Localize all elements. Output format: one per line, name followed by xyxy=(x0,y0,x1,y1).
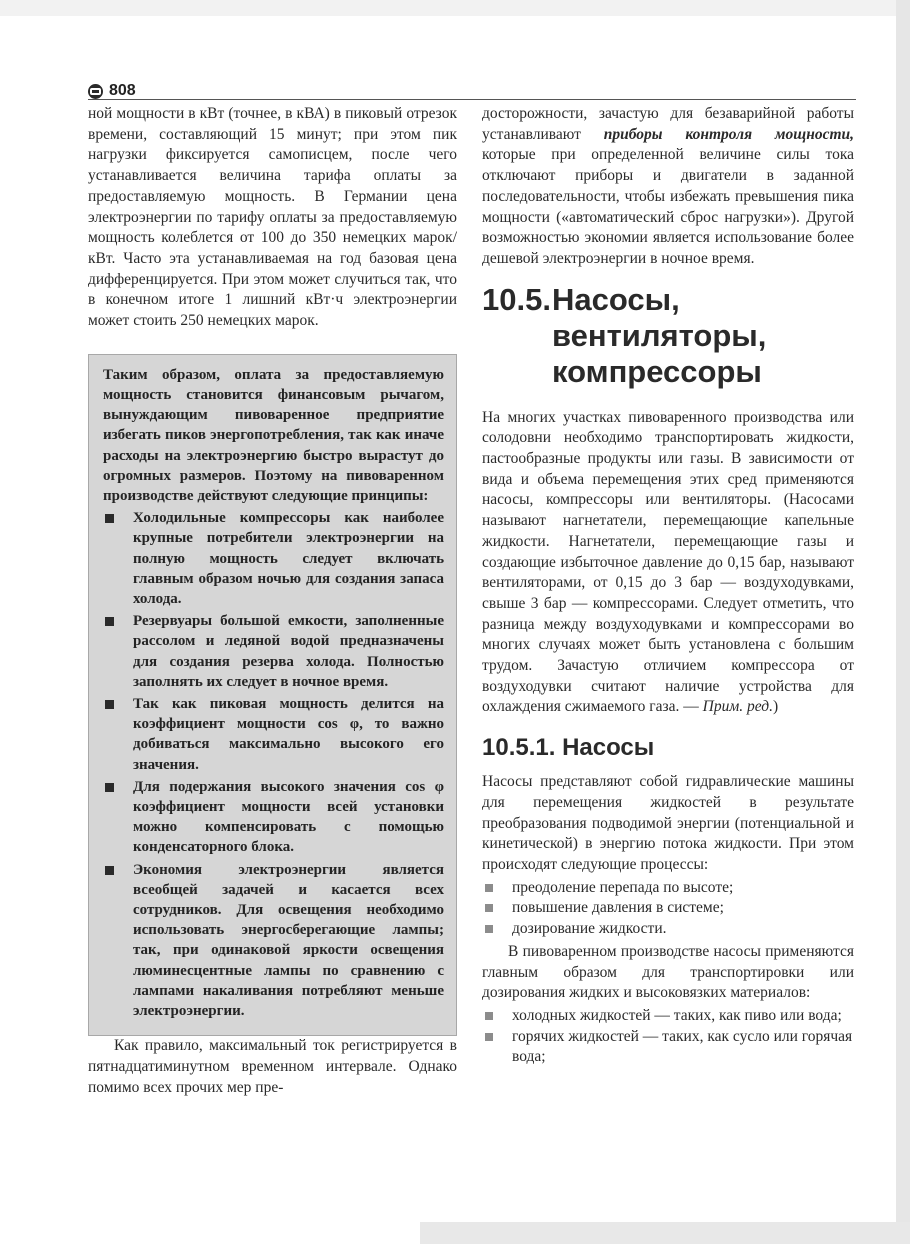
section-title-line: Насосы, xyxy=(552,281,680,317)
list-item: Холодильные компрессоры как наиболее крупные потребители электроэнергии на полную мощность следует включать главным образом ночью для создания запаса холода. xyxy=(103,508,444,609)
list-item: Экономия электроэнергии является всеобщей задачей и касается всех сотрудников. Для освещения необходимо использовать энергосберегающие лампы; так, при одинаковой яркости освещения люминесцентные лампы по сравнению с лампами накаливания потребляют меньше электроэнергии. xyxy=(103,860,444,1022)
section-paragraph xyxy=(482,408,854,719)
process-list xyxy=(482,878,854,940)
list-item: холодных жидкостей — таких, как пиво или вода; xyxy=(482,1006,854,1027)
list-item: дозирование жидкости. xyxy=(482,919,854,940)
section-number: 10.5. xyxy=(482,281,551,317)
after-box-paragraph: Как правило, максимальный ток регистрируется в пятнадцатиминутном временном интервале. Однако помимо всех прочих мер пре- xyxy=(88,1037,457,1096)
section-title-line: вентиляторы, xyxy=(552,317,767,353)
subsection-paragraph: Насосы представляют собой гидравлические машины для перемещения жидкостей в результате преобразования подводимой энергии (потенциальной и кинетической) в энергию потока жидкости. При этом происходят следующие процессы: xyxy=(482,773,854,873)
subsection-heading: 10.5.1. Насосы xyxy=(482,734,655,762)
principles-list xyxy=(103,508,444,1021)
list-item: преодоление перепада по высоте; xyxy=(482,878,854,899)
section-text-close: ) xyxy=(772,698,779,716)
list-item: Так как пиковая мощность делится на коэффициент мощности cos φ, то важно добиваться максимально высокого его значения. xyxy=(103,694,444,775)
emphasis-term: приборы контроля мощности, xyxy=(603,125,854,143)
usage-paragraph: В пивоваренном производстве насосы применяются главным образом для транспортировки или дозирования жидких и высоковязких материалов: xyxy=(482,942,854,1002)
header-rule xyxy=(88,99,856,100)
scan-edge-bottom xyxy=(420,1222,910,1244)
continuation-paragraph xyxy=(482,104,854,270)
page-header xyxy=(88,82,136,100)
highlight-box xyxy=(88,354,457,1037)
section-title xyxy=(552,282,766,390)
materials-list xyxy=(482,1006,854,1068)
page-number: 808 xyxy=(109,82,136,99)
list-item: Для подержания высокого значения cos φ коэффициент мощности всей установки можно компенсировать с помощью конденсаторного блока. xyxy=(103,777,444,858)
chapter-marker-icon xyxy=(88,84,103,99)
scan-edge-top xyxy=(0,0,910,16)
list-item: повышение давления в системе; xyxy=(482,898,854,919)
section-title-line: компрессоры xyxy=(552,353,762,389)
box-intro: Таким образом, оплата за предоставляемую мощность становится финансовым рычагом, вынуждающим пивоваренное предприятие избегать пиков энергопотребления, так как иначе расходы на электроэнергию быстро вырастут до огромных размеров. Поэтому на пивоваренном производстве действуют следующие принципы: xyxy=(103,366,444,504)
left-column xyxy=(88,104,457,1098)
section-heading xyxy=(482,282,854,390)
list-item: горячих жидкостей — таких, как сусло или горячая вода; xyxy=(482,1027,854,1068)
editor-note: Прим. ред. xyxy=(702,698,773,716)
section-text: На многих участках пивоваренного производства или солодовни необходимо транспортировать жидкости, пастообразные продукты или газы. В зависимости от вида и объема перемещения этих сред применяются насосы, компрессоры или вентиляторы. (Насосами называют нагнетатели, перемещающие капельные жидкости. Нагнетатели, перемещающие газы и создающие избыточное давление до 0,15 бар, называют вентиляторами, от 0,15 до 3 бар — воздуходувками, свыше 3 бар — компрессорами. Следует отметить, что разница между воздуходувками и компрессорами во многих случаях может быть установлена с большим трудом. Зачастую отличием компрессора от воздуходувки считают наличие устройства для охлаждения сжимаемого газа. — xyxy=(482,408,854,716)
list-item: Резервуары большой емкости, заполненные рассолом и ледяной водой предназначены для создания резерва холода. Полностью заполнять их следует в ночное время. xyxy=(103,611,444,692)
intro-paragraph: ной мощности в кВт (точнее, в кВА) в пиковый отрезок времени, составляющий 15 минут; при этом пик нагрузки фиксируется самописцем, после чего устанавливается величина тарифа оплаты за предоставляемую мощность. В Германии цена электроэнергии по тарифу оплаты за предоставляемую мощность колеблется от 100 до 350 немецких марок/кВт. Часто эта устанавливаемая на год базовая цена дифференцируется. При этом может случиться так, что в конечном итоге 1 лишний кВт·ч электроэнергии может стоить 250 немецких марок. xyxy=(88,105,457,330)
continuation-text: досторожности, зачастую для безаварийной работы устанавливают xyxy=(482,105,854,143)
continuation-text: которые при определенной величине силы тока отключают приборы и двигатели в заданной последовательности, чтобы избежать превышения пика мощности («автоматический сброс нагрузки»). Другой возможностью экономии является использование более дешевой электроэнергии в ночное время. xyxy=(482,146,854,267)
scan-edge-right xyxy=(896,0,910,1244)
right-column xyxy=(482,104,854,1070)
